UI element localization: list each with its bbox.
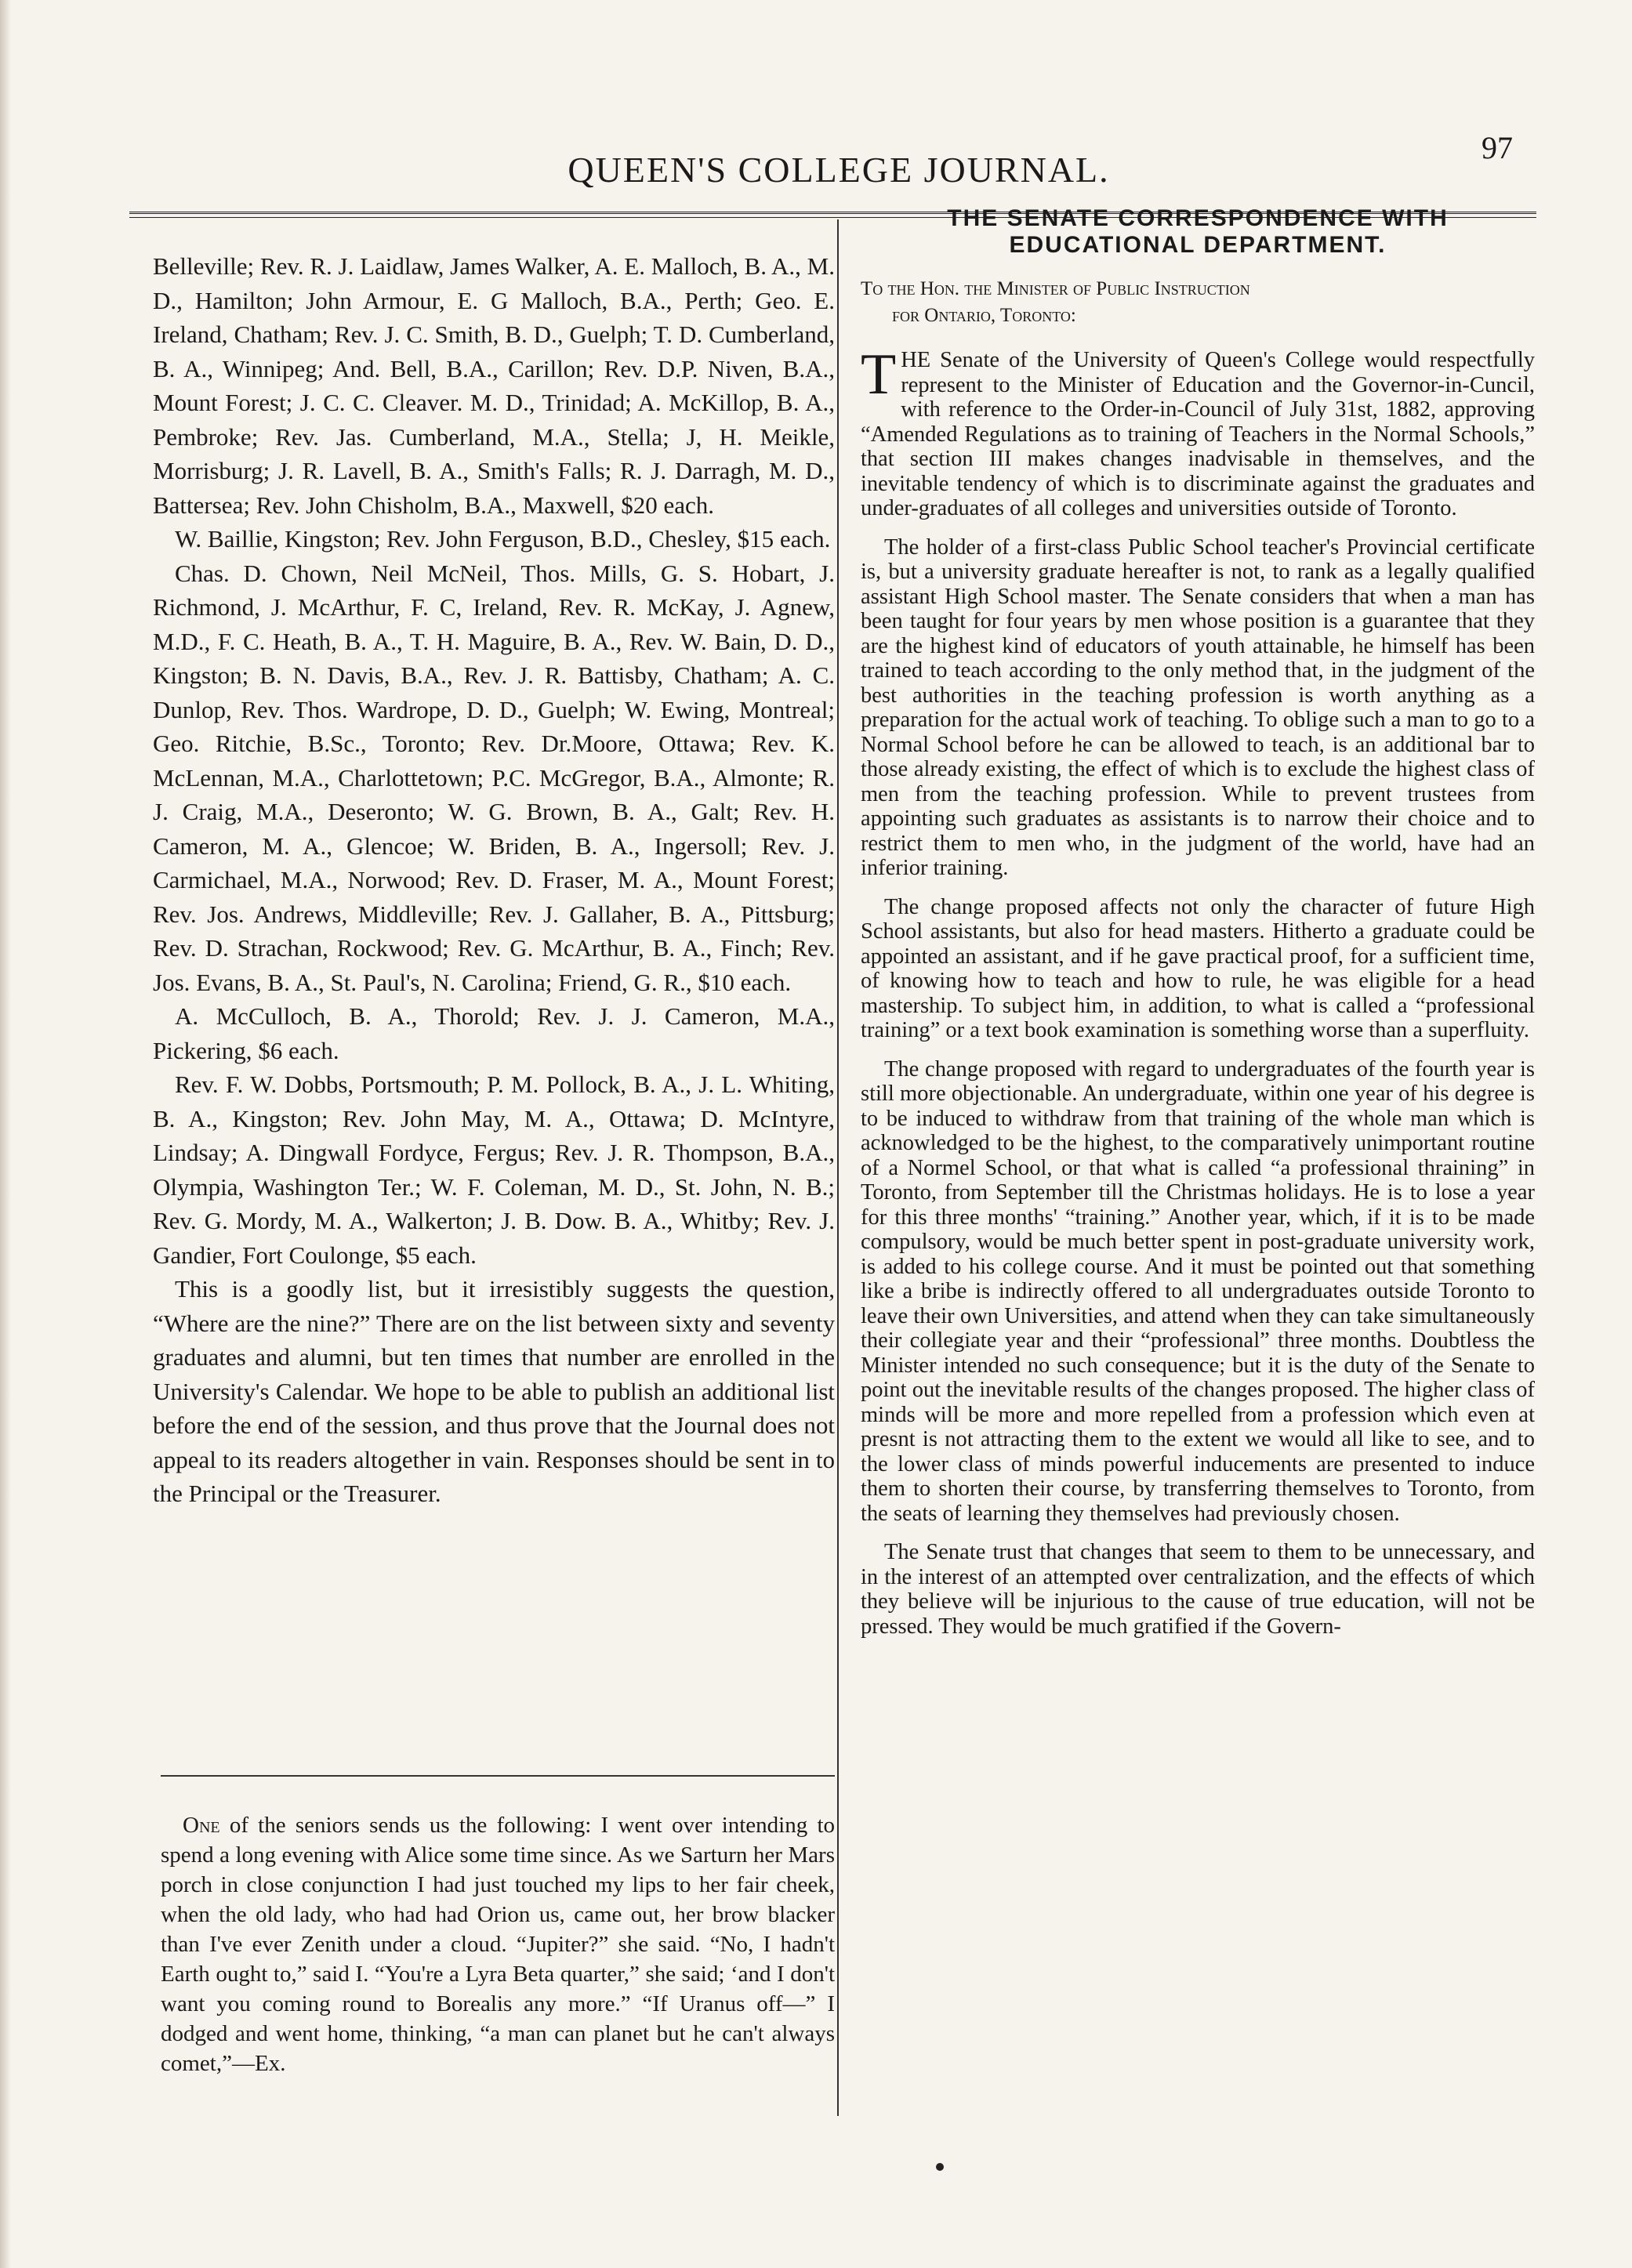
section-rule [161,1775,835,1777]
anecdote-paragraph [161,1810,835,2078]
address-line: To the Hon. the Minister of Public Instruction [861,278,1250,299]
anecdote-lead: One [183,1813,220,1838]
address-line: for Ontario, Toronto: [892,305,1076,326]
donor-list-paragraph: W. Baillie, Kingston; Rev. John Ferguson, B.D., Chesley, $15 each. [175,525,831,553]
article-title-line: EDUCATIONAL DEPARTMENT. [1009,232,1387,258]
letter-paragraph-text: HE Senate of the University of Queen's College would respectfully represent to the Minister of Education and the Governor-in-Cuncil, with reference to the Order-in-Council of July 31st, 1882, approving “Amended Regulations as to training of Teachers in the Normal Schools,” that section III makes changes inadvisable in themselves, and the inevitable tendency of which is to discriminate against the graduates and under-graduates of all colleges and universities outside of Toronto. [861,348,1535,520]
running-header: QUEEN'S COLLEGE JOURNAL. [568,150,1110,190]
column-divider [837,219,839,2116]
drop-cap: T [861,342,897,407]
left-column [153,249,835,1511]
letter-paragraph: The Senate trust that changes that seem to them to be unnecessary, and in the interest of an attempted over centralization, and the effects of which they believe will be injurious to the cause of true education, will not be pressed. They would be much gratified if the Govern- [861,1540,1535,1639]
donor-list-paragraph: A. McCulloch, B. A., Thorold; Rev. J. J. Cameron, M.A., Pickering, $6 each. [153,1002,835,1064]
anecdote-text: of the seniors sends us the following: I went over intending to spend a long evening with Alice some time since. As we Sarturn her Mars porch in close conjunction I had just touched my lips to her fair cheek, when the old lady, who had had Orion us, came out, her brow blacker than I've ever Zenith under a cloud. “Jupiter?” she said. “No, I hadn't Earth ought to,” said I. “You're a Lyra Beta quarter,” she said; ‘and I don't want you coming round to Borealis any more.” “If Uranus off—” I dodged and went home, thinking, “a man can planet but he can't always comet,”—Ex. [161,1813,835,2076]
article-title [861,205,1535,259]
commentary-paragraph: This is a goodly list, but it irresistibly suggests the question, “Where are the nine?” There are on the list between sixty and seventy graduates and alumni, but ten times that number are enrolled in the University's Calendar. We hope to be able to publish an additional list before the end of the session, and thus prove that the Journal does not appeal to its readers altogether in vain. Responses should be sent in to the Principal or the Treasurer. [153,1275,835,1507]
donor-list-paragraph: Rev. F. W. Dobbs, Portsmouth; P. M. Pollock, B. A., J. L. Whiting, B. A., Kingston; Rev. John May, M. A., Ottawa; D. McIntyre, Lindsay; A. Dingwall Fordyce, Fergus; Rev. J. R. Thompson, B.A., Olympia, Washington Ter.; W. F. Coleman, M. D., St. John, N. B.; Rev. G. Mordy, M. A., Walkerton; J. B. Dow. B. A., Whitby; Rev. J. Gandier, Fort Coulonge, $5 each. [153,1071,835,1269]
footer-mark [936,2163,944,2171]
article-title-line: THE SENATE CORRESPONDENCE WITH [947,205,1449,231]
letter-paragraph [861,342,1535,521]
page-edge-shadow [0,0,11,2268]
anecdote-column [161,1810,835,2078]
letter-paragraph: The change proposed with regard to undergraduates of the fourth year is still more objectionable. An undergraduate, within one year of his degree is to be induced to withdraw from that training of the whole man which is acknowledged to be the highest, to the comparatively unimportant routine of a Normel School, or that what is called “a professional thraining” in Toronto, from September till the Christmas holidays. He is to lose a year for this three months' “training.” Another year, which, if it is to be made compulsory, would be much better spent in post-graduate university work, is added to his college course. And it must be pointed out that something like a bribe is indirectly offered to all undergraduates outside Toronto to leave their own Universities, and attend when they can take simultaneously their collegiate year and their “professional” three months. Doubtless the Minister intended no such consequence; but it is the duty of the Senate to point out the inevitable results of the changes proposed. The higher class of minds will be more and more repelled from a profession which even at presnt is not attracting them to the extent we would all like to see, and to the lower class of minds powerful inducements are presented to induce them to shorten their course, by transferring themselves to Toronto, from the seats of learning they themselves had previously chosen. [861,1056,1535,1526]
donor-list-paragraph: Chas. D. Chown, Neil McNeil, Thos. Mills, G. S. Hobart, J. Richmond, J. McArthur, F. C, Ireland, Rev. R. McKay, J. Agnew, M.D., F. C. Heath, B. A., T. H. Maguire, B. A., Rev. W. Bain, D. D., Kingston; B. N. Davis, B.A., Rev. J. R. Battisby, Chatham; A. C. Dunlop, Rev. Thos. Wardrope, D. D., Guelph; W. Ewing, Montreal; Geo. Ritchie, B.Sc., Toronto; Rev. Dr.Moore, Ottawa; Rev. K. McLennan, M.A., Charlottetown; P.C. McGregor, B.A., Almonte; R. J. Craig, M.A., Deseronto; W. G. Brown, B. A., Galt; Rev. H. Cameron, M. A., Glencoe; W. Briden, B. A., Ingersoll; Rev. J. Carmichael, M.A., Norwood; Rev. D. Fraser, M. A., Mount Forest; Rev. Jos. Andrews, Middleville; Rev. J. Gallaher, B. A., Pittsburg; Rev. D. Strachan, Rockwood; Rev. G. McArthur, B. A., Finch; Rev. Jos. Evans, B. A., St. Paul's, N. Carolina; Friend, G. R., $10 each. [153,559,835,996]
right-column [861,205,1535,1653]
page-number: 97 [1481,130,1513,165]
letter-address [861,276,1535,329]
letter-paragraph: The holder of a first-class Public School teacher's Provincial certificate is, but a university graduate hereafter is not, to rank as a legally qualified assistant High School master. The Senate considers that when a man has been taught for four years by men whose position is a guarantee that they are the highest kind of educators of youth attainable, he himself has been trained to teach according to the only method that, in the judgment of the best authorities in the teaching profession is worth anything as a preparation for the actual work of teaching. To oblige such a man to go to a Normal School before he can be allowed to teach, is an additional bar to those already existing, the effect of which is to exclude the highest class of men from the teaching profession. While to prevent trustees from appointing such graduates as assistants is to narrow their choice and to restrict them to men who, in the judgment of the world, have had an inferior training. [861,534,1535,880]
donor-list-paragraph: Belleville; Rev. R. J. Laidlaw, James Walker, A. E. Malloch, B. A., M. D., Hamilton; John Armour, E. G Malloch, B.A., Perth; Geo. E. Ireland, Chatham; Rev. J. C. Smith, B. D., Guelph; T. D. Cumberland, B. A., Winnipeg; And. Bell, B.A., Carillon; Rev. D.P. Niven, B.A., Mount Forest; J. C. C. Cleaver. M. D., Trinidad; A. McKillop, B. A., Pembroke; Rev. Jas. Cumberland, M.A., Stella; J, H. Meikle, Morrisburg; J. R. Lavell, B. A., Smith's Falls; R. J. Darragh, M. D., Battersea; Rev. John Chisholm, B.A., Maxwell, $20 each. [153,252,835,519]
letter-paragraph: The change proposed affects not only the character of future High School assistants, but also for head masters. Hitherto a graduate could be appointed an assistant, and if he gave practical proof, for a sufficient time, of knowing how to teach and how to rule, he was eligible for a head mastership. To subject him, in addition, to what is called a “professional training” or a text book examination is something worse than a superfluity. [861,894,1535,1042]
